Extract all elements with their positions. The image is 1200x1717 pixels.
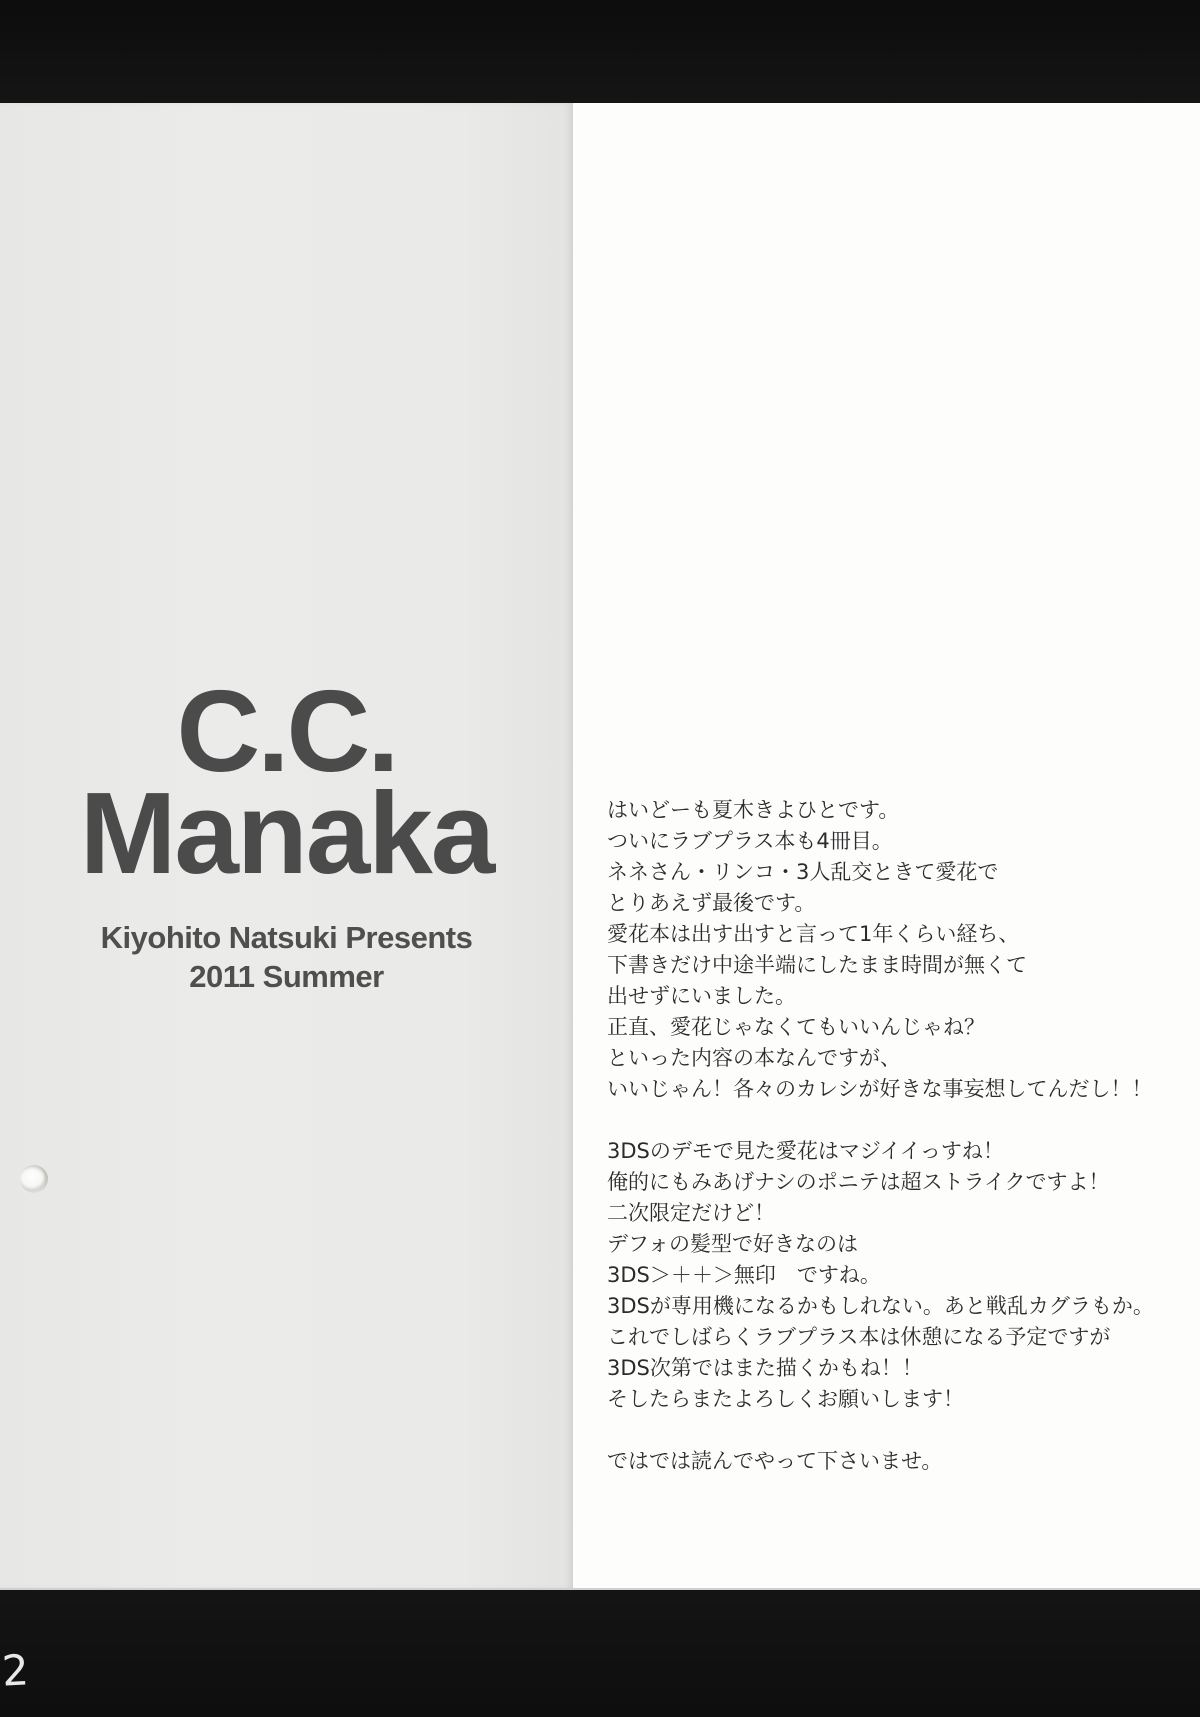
afterword-line: 二次限定だけど！ [607, 1201, 775, 1225]
afterword-text [607, 795, 1167, 1477]
afterword-line: ネネさん・リンコ・3人乱交ときて愛花で [607, 860, 999, 884]
author-credit: Kiyohito Natsuki Presents [100, 920, 473, 955]
page-number: 2 [0, 1645, 30, 1696]
afterword-paragraph-1 [607, 795, 1167, 1105]
afterword-line: 下書きだけ中途半端にしたまま時間が無くて [607, 953, 1027, 977]
afterword-line: 俺的にもみあげナシのポニテは超ストライクですよ！ [607, 1170, 1110, 1194]
afterword-paragraph-2 [607, 1136, 1167, 1415]
page-spread [0, 103, 1200, 1590]
afterword-line: 出せずにいました。 [607, 984, 796, 1008]
afterword-line: デフォの髪型で好きなのは [607, 1232, 858, 1256]
book-title-line-2: Manaka [79, 768, 494, 898]
paper-blemish-mark [20, 1165, 48, 1193]
afterword-line: 3DS次第ではまた描くかもね！！ [607, 1356, 923, 1380]
afterword-paragraph-3 [607, 1446, 1167, 1477]
afterword-line: ついにラブプラス本も4冊目。 [607, 829, 893, 853]
afterword-line: 正直、愛花じゃなくてもいいんじゃね？ [607, 1015, 985, 1039]
afterword-line: 3DSのデモで見た愛花はマジイイっすね！ [607, 1139, 1004, 1163]
release-date: 2011 Summer [189, 959, 384, 994]
scan-border-bottom [0, 1590, 1200, 1717]
afterword-line: 愛花本は出す出すと言って1年くらい経ち、 [607, 922, 1020, 946]
afterword-line: 3DS＞＋＋＞無印 ですね。 [607, 1263, 881, 1287]
title-page [0, 103, 573, 1588]
afterword-line: そしたらまたよろしくお願いします！ [607, 1387, 964, 1411]
afterword-line: 3DSが専用機になるかもしれない。あと戦乱カグラもか。 [607, 1294, 1154, 1318]
afterword-line: ではでは読んでやって下さいませ。 [607, 1449, 943, 1473]
title-block [0, 666, 573, 997]
afterword-line: これでしばらくラブプラス本は休憩になる予定ですが [607, 1325, 1111, 1349]
afterword-page [573, 103, 1200, 1588]
afterword-line: いいじゃん！各々のカレシが好きな事妄想してんだし！！ [607, 1077, 1153, 1101]
scan-border-top [0, 0, 1200, 103]
afterword-line: とりあえず最後です。 [607, 891, 816, 915]
afterword-line: といった内容の本なんですが、 [607, 1046, 901, 1070]
afterword-line: はいどーも夏木きよひとです。 [607, 798, 900, 822]
book-title-line-1: C.C. [176, 666, 397, 796]
